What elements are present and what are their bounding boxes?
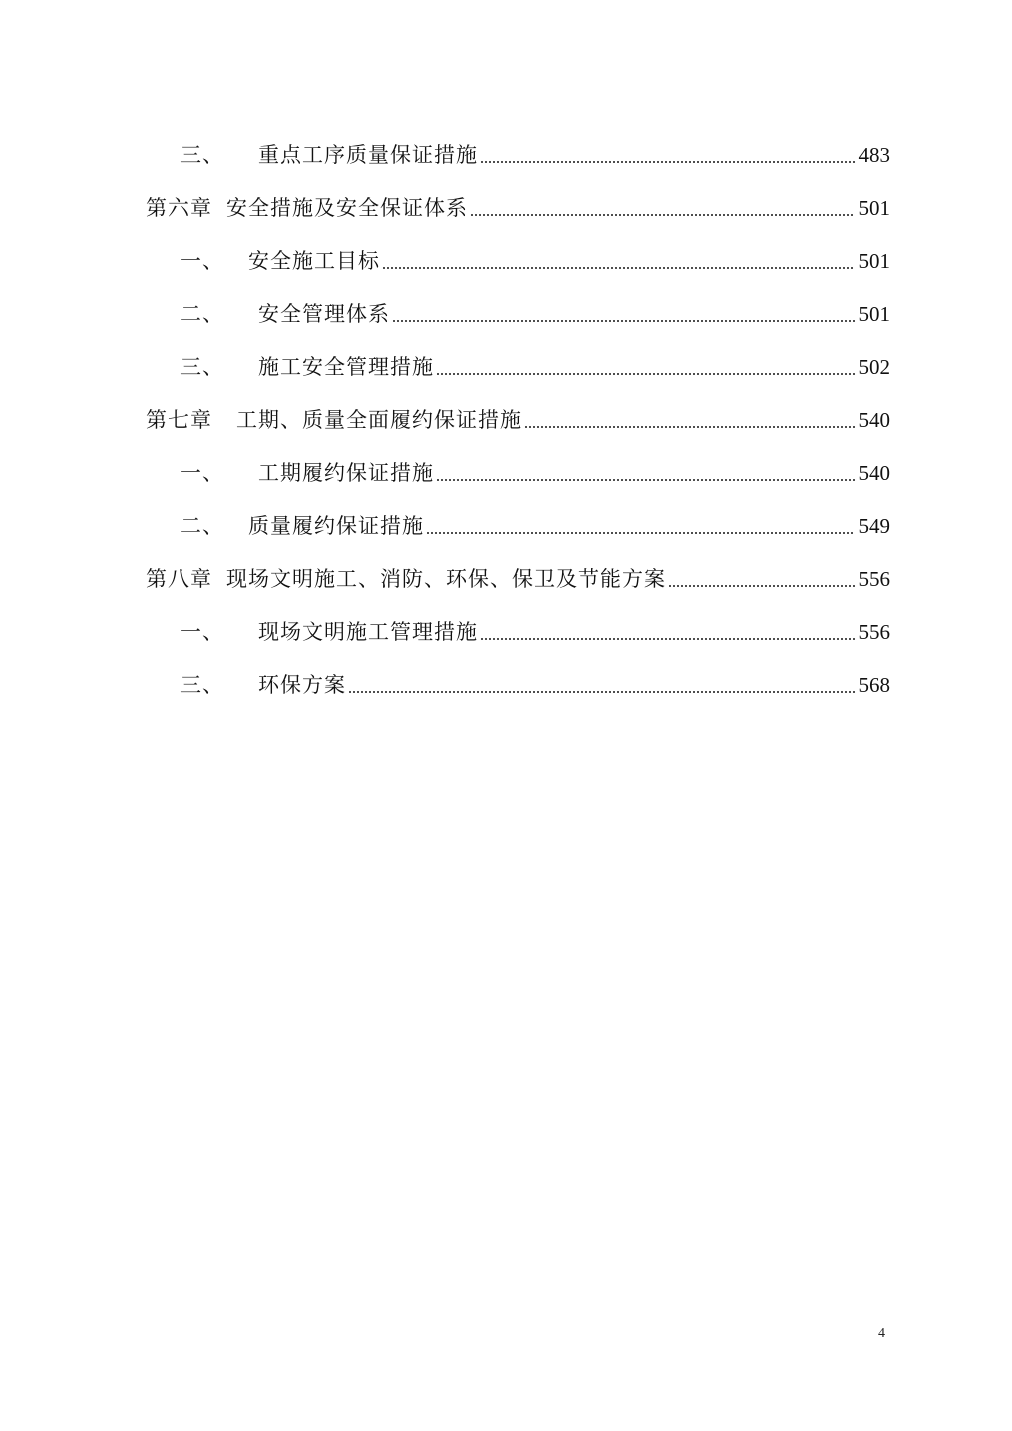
toc-entry-page: 483 [858, 142, 890, 167]
dot-leader [436, 373, 855, 375]
toc-entry-label [180, 353, 434, 381]
toc-entry-label [180, 512, 424, 540]
dot-leader [470, 214, 855, 216]
toc-entry-title: 质量履约保证措施 [248, 513, 424, 538]
toc-entry-number: 二、 [180, 301, 224, 326]
toc-entry-title: 现场文明施工、消防、环保、保卫及节能方案 [226, 566, 666, 591]
toc-entry[interactable] [146, 340, 890, 393]
dot-leader [426, 532, 855, 534]
toc-entry-title: 施工安全管理措施 [258, 354, 434, 379]
toc-entry-number: 三、 [180, 142, 224, 167]
table-of-contents [146, 128, 890, 711]
toc-entry[interactable] [146, 234, 890, 287]
toc-entry-label [180, 671, 346, 699]
toc-entry-page: 540 [858, 407, 890, 432]
dot-leader [382, 267, 855, 269]
toc-entry-number: 二、 [180, 513, 224, 538]
dot-leader [436, 479, 855, 481]
toc-entry-page: 501 [858, 248, 890, 273]
toc-entry-label [180, 618, 478, 646]
toc-entry[interactable] [146, 658, 890, 711]
toc-entry[interactable] [146, 446, 890, 499]
toc-entry[interactable] [146, 128, 890, 181]
toc-entry-label [146, 565, 666, 593]
toc-entry-title: 工期、质量全面履约保证措施 [236, 407, 522, 432]
toc-entry-label [146, 406, 522, 434]
toc-entry-number: 一、 [180, 248, 224, 273]
toc-entry-label [180, 459, 434, 487]
toc-entry-page: 568 [858, 672, 890, 697]
toc-entry-page: 501 [858, 301, 890, 326]
toc-entry-title: 安全措施及安全保证体系 [226, 195, 468, 220]
toc-entry-page: 540 [858, 460, 890, 485]
toc-entry-number: 三、 [180, 354, 224, 379]
dot-leader [348, 691, 855, 693]
toc-entry-number: 一、 [180, 460, 224, 485]
toc-entry-label [146, 194, 468, 222]
dot-leader [480, 638, 855, 640]
toc-entry-label [180, 141, 478, 169]
dot-leader [668, 585, 855, 587]
toc-entry-page: 501 [858, 195, 890, 220]
toc-entry-title: 环保方案 [258, 672, 346, 697]
toc-entry-page: 502 [858, 354, 890, 379]
toc-entry-number: 三、 [180, 672, 224, 697]
toc-entry-title: 重点工序质量保证措施 [258, 142, 478, 167]
dot-leader [480, 161, 855, 163]
toc-entry[interactable] [146, 393, 890, 446]
toc-entry-number: 第七章 [146, 407, 212, 432]
toc-entry-title: 安全施工目标 [248, 248, 380, 273]
toc-entry-title: 工期履约保证措施 [258, 460, 434, 485]
toc-entry-page: 549 [858, 513, 890, 538]
dot-leader [392, 320, 855, 322]
toc-entry[interactable] [146, 552, 890, 605]
page-number: 4 [878, 1326, 885, 1341]
toc-entry[interactable] [146, 181, 890, 234]
toc-entry[interactable] [146, 287, 890, 340]
toc-entry-title: 现场文明施工管理措施 [258, 619, 478, 644]
toc-entry-page: 556 [858, 566, 890, 591]
toc-entry-label [180, 300, 390, 328]
toc-entry-title: 安全管理体系 [258, 301, 390, 326]
toc-entry-number: 第八章 [146, 566, 212, 591]
dot-leader [524, 426, 855, 428]
toc-entry-page: 556 [858, 619, 890, 644]
toc-entry[interactable] [146, 499, 890, 552]
toc-entry-label [180, 247, 380, 275]
toc-entry-number: 第六章 [146, 195, 212, 220]
toc-entry-number: 一、 [180, 619, 224, 644]
toc-entry[interactable] [146, 605, 890, 658]
